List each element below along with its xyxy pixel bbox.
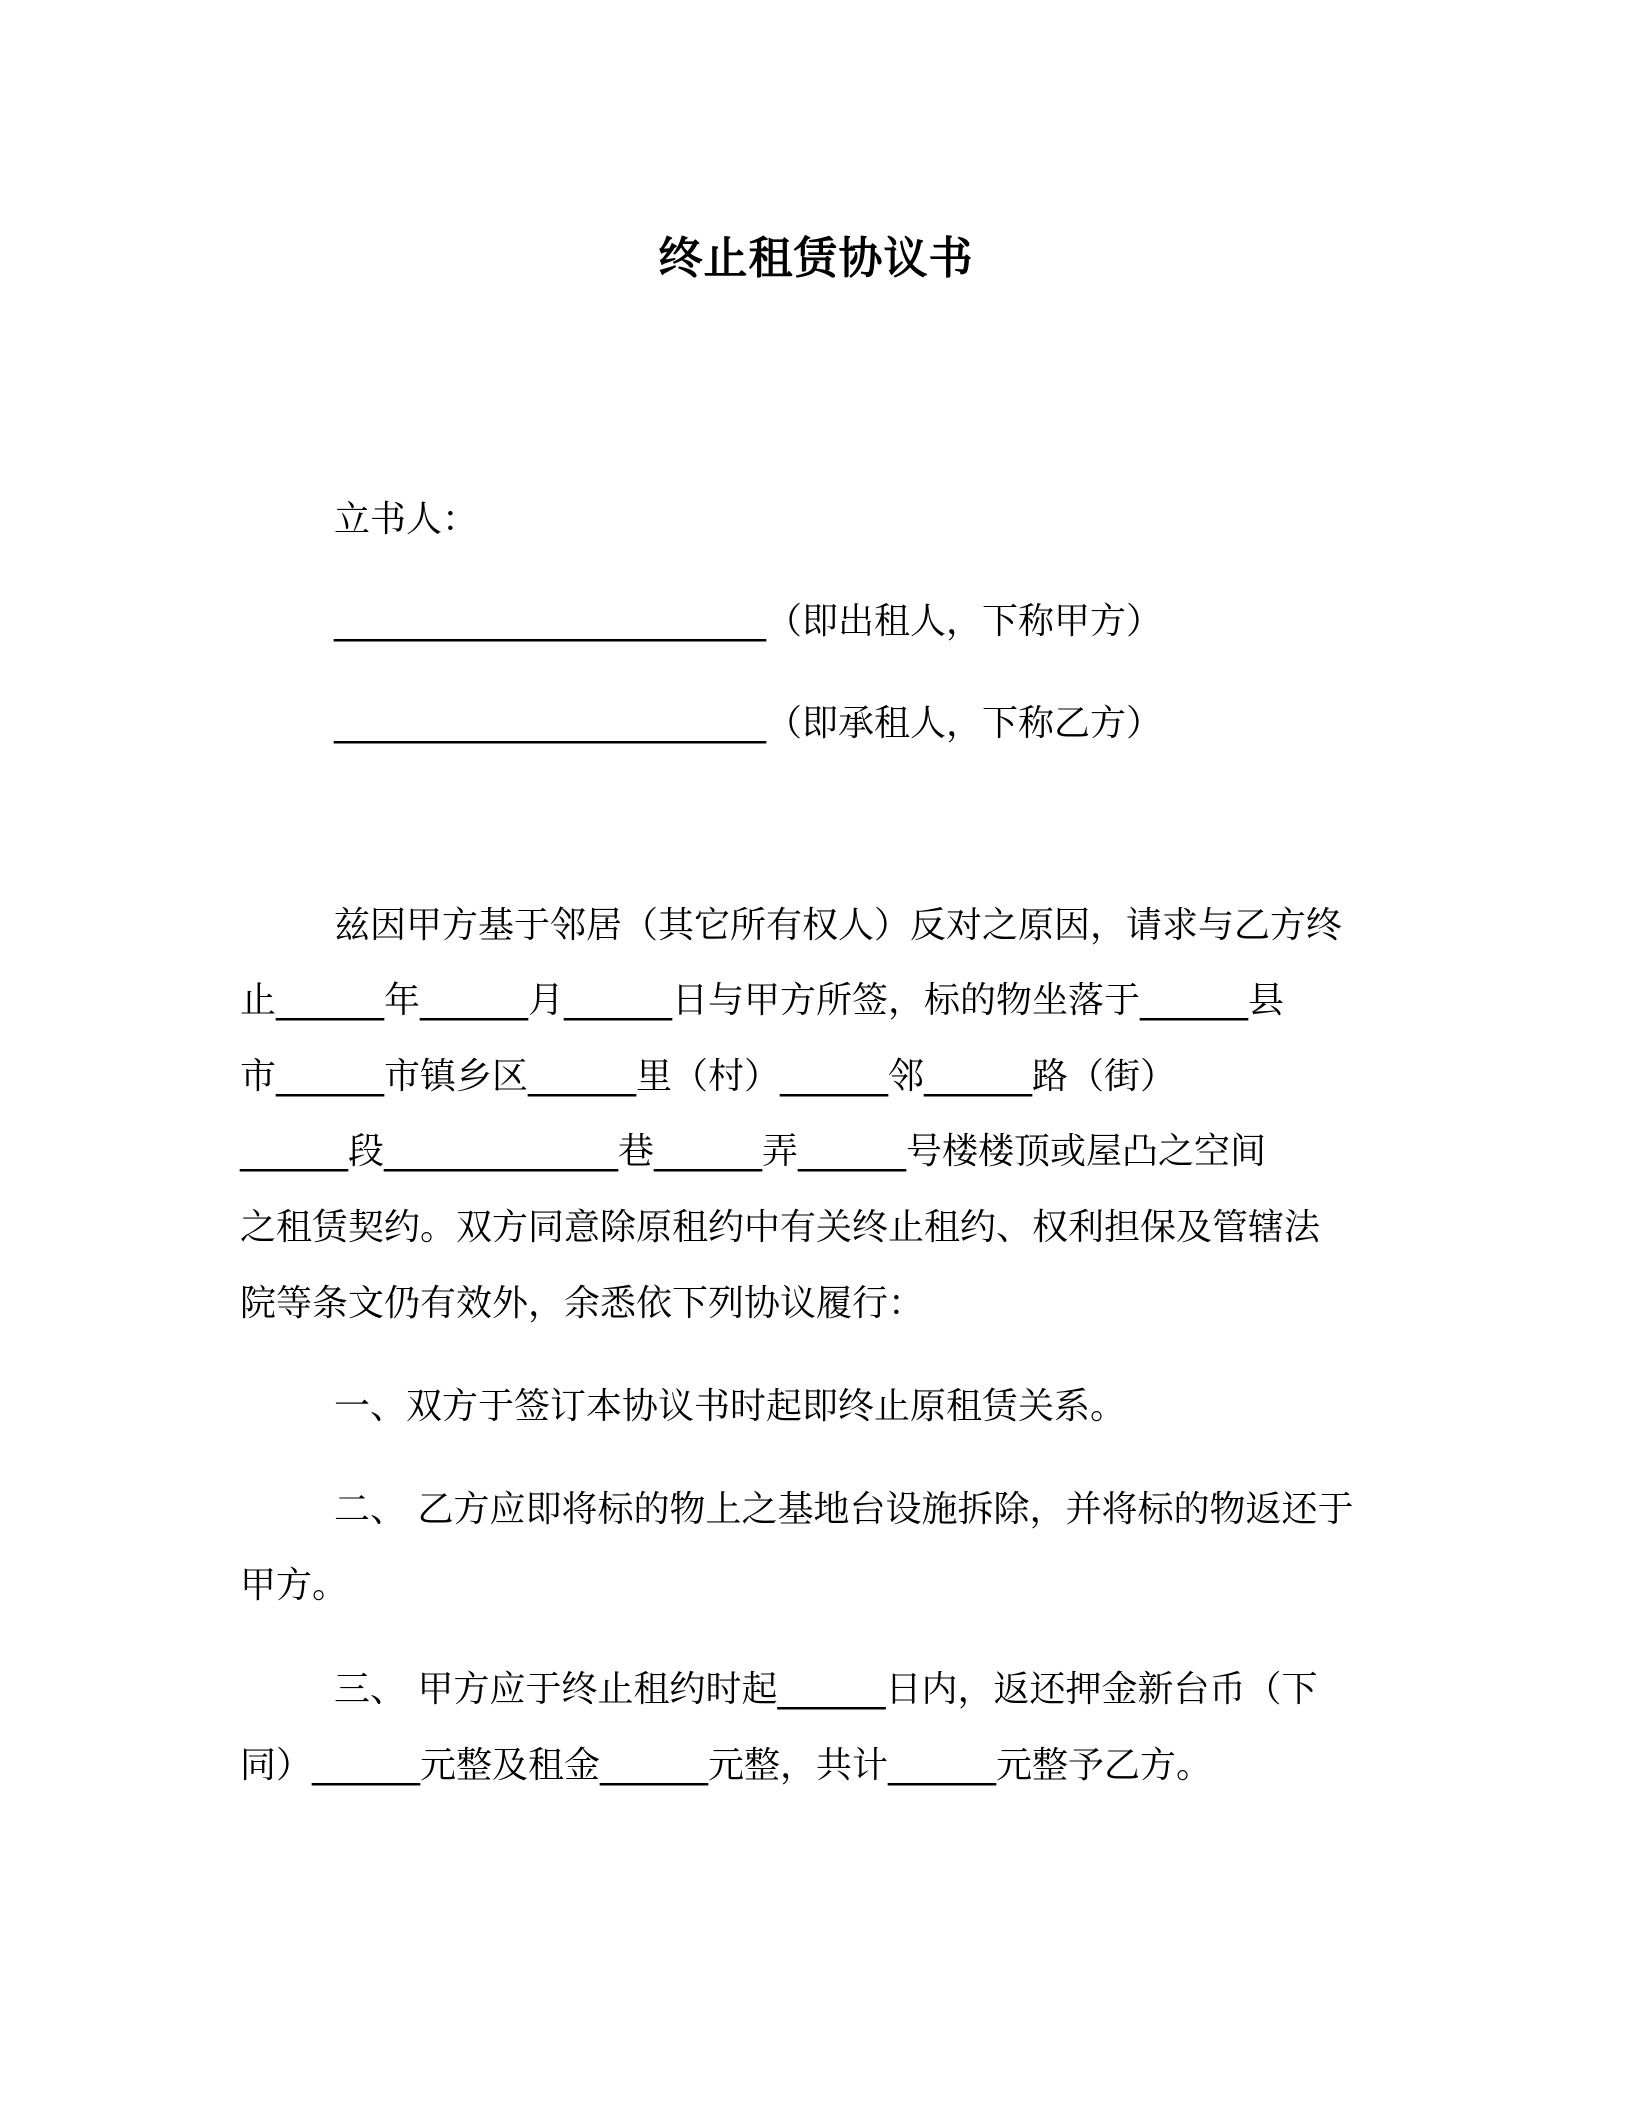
preamble-line-5: 之租赁契约。双方同意除原租约中有关终止租约、权利担保及管辖法 <box>240 1207 1321 1248</box>
preamble-line-3: 市______市镇乡区______里（村）______邻______路（街） <box>240 1056 1177 1097</box>
preamble-line-6: 院等条文仍有效外，余悉依下列协议履行： <box>240 1283 925 1324</box>
document-title: 终止租赁协议书 <box>658 233 974 284</box>
clause-three-line-1: 三、 甲方应于终止租约时起______日内，返还押金新台币（下 <box>334 1669 1318 1710</box>
party-b-line: ________________________（即承租人，下称乙方） <box>334 703 1163 744</box>
clause-one: 一、双方于签订本协议书时起即终止原租赁关系。 <box>334 1386 1127 1427</box>
preamble-line-4: ______段_____________巷______弄______号楼楼顶或屋凸之空间 <box>240 1131 1267 1172</box>
clause-two-line-2: 甲方。 <box>240 1565 349 1606</box>
preamble-line-2: 止______年______月______日与甲方所签，标的物坐落于______县 <box>240 980 1285 1021</box>
clause-three-line-2: 同）______元整及租金______元整，共计______元整予乙方。 <box>240 1745 1213 1786</box>
parties-heading: 立书人： <box>334 499 479 540</box>
preamble-line-1: 兹因甲方基于邻居（其它所有权人）反对之原因，请求与乙方终 <box>334 905 1343 946</box>
clause-two-line-1: 二、 乙方应即将标的物上之基地台设施拆除，并将标的物返还于 <box>334 1489 1354 1530</box>
party-a-line: ________________________（即出租人，下称甲方） <box>334 601 1163 642</box>
